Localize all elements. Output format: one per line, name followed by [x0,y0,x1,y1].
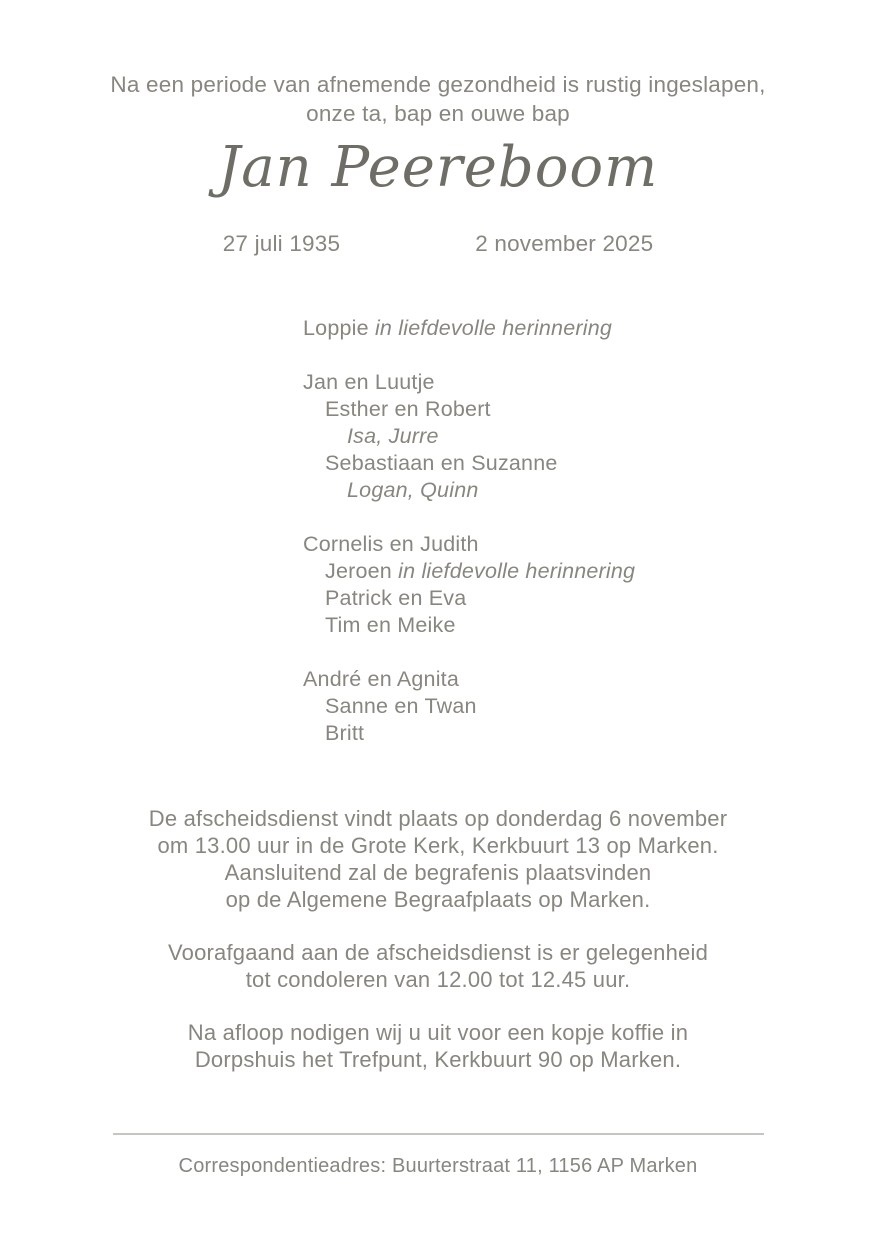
service-line: Dorpshuis het Trefpunt, Kerkbuurt 90 op Marken. [194,1047,682,1072]
family-member-name: Jeroen [325,559,392,583]
service-line: De afscheidsdienst vindt plaats op donderdag 6 november [148,806,728,831]
family-line [303,666,876,693]
funeral-service-paragraph [0,805,876,913]
family-line [303,315,876,342]
family-line [303,396,876,423]
family-group-2 [303,531,876,639]
family-line [303,477,876,504]
family-member-name: Esther en Robert [325,397,491,421]
family-line [303,558,876,585]
service-line: op de Algemene Begraafplaats op Marken. [225,887,651,912]
family-line [303,423,876,450]
service-line: Voorafgaand aan de afscheidsdienst is er gelegenheid [167,940,709,965]
coffee-paragraph [0,1019,876,1073]
birth-date: 27 juli 1935 [222,231,341,256]
family-member-name: Logan, Quinn [347,478,479,502]
family-line [303,693,876,720]
intro-text [0,70,876,128]
memorial-note: in liefdevolle herinnering [398,559,636,583]
family-member-name: Loppie [303,316,369,340]
family-member-name: Cornelis en Judith [303,532,479,556]
family-member-name: Sanne en Twan [325,694,477,718]
condolence-paragraph [0,939,876,993]
family-member-name: Jan en Luutje [303,370,435,394]
family-line [303,450,876,477]
family-member-name: André en Agnita [303,667,460,691]
family-line [303,612,876,639]
family-member-name: Britt [325,721,365,745]
life-dates [0,230,876,257]
correspondence-address: Correspondentieadres: Buurterstraat 11, 1156 AP Marken [178,1155,698,1177]
service-line: om 13.00 uur in de Grote Kerk, Kerkbuurt 13 op Marken. [157,833,719,858]
service-details [0,805,876,1073]
family-line [303,585,876,612]
divider-line [113,1133,764,1135]
family-group-1 [303,369,876,504]
family-line [303,720,876,747]
family-line [303,369,876,396]
intro-line-2: onze ta, bap en ouwe bap [306,101,570,126]
deceased-name: Jan Peereboom [217,135,659,200]
intro-line-1: Na een periode van afnemende gezondheid is rustig ingeslapen, [110,72,766,97]
family-member-name: Sebastiaan en Suzanne [325,451,558,475]
family-member-name: Tim en Meike [325,613,456,637]
service-line: tot condoleren van 12.00 tot 12.45 uur. [245,967,631,992]
family-member-name: Patrick en Eva [325,586,467,610]
service-line: Na afloop nodigen wij u uit voor een kopje koffie in [187,1020,689,1045]
death-date: 2 november 2025 [475,231,654,256]
family-group-spouse [303,315,876,342]
family-member-name: Isa, Jurre [347,424,439,448]
family-list [0,315,876,747]
memorial-note: in liefdevolle herinnering [374,316,613,340]
service-line: Aansluitend zal de begrafenis plaatsvinden [224,860,652,885]
family-group-3 [303,666,876,747]
family-line [303,531,876,558]
